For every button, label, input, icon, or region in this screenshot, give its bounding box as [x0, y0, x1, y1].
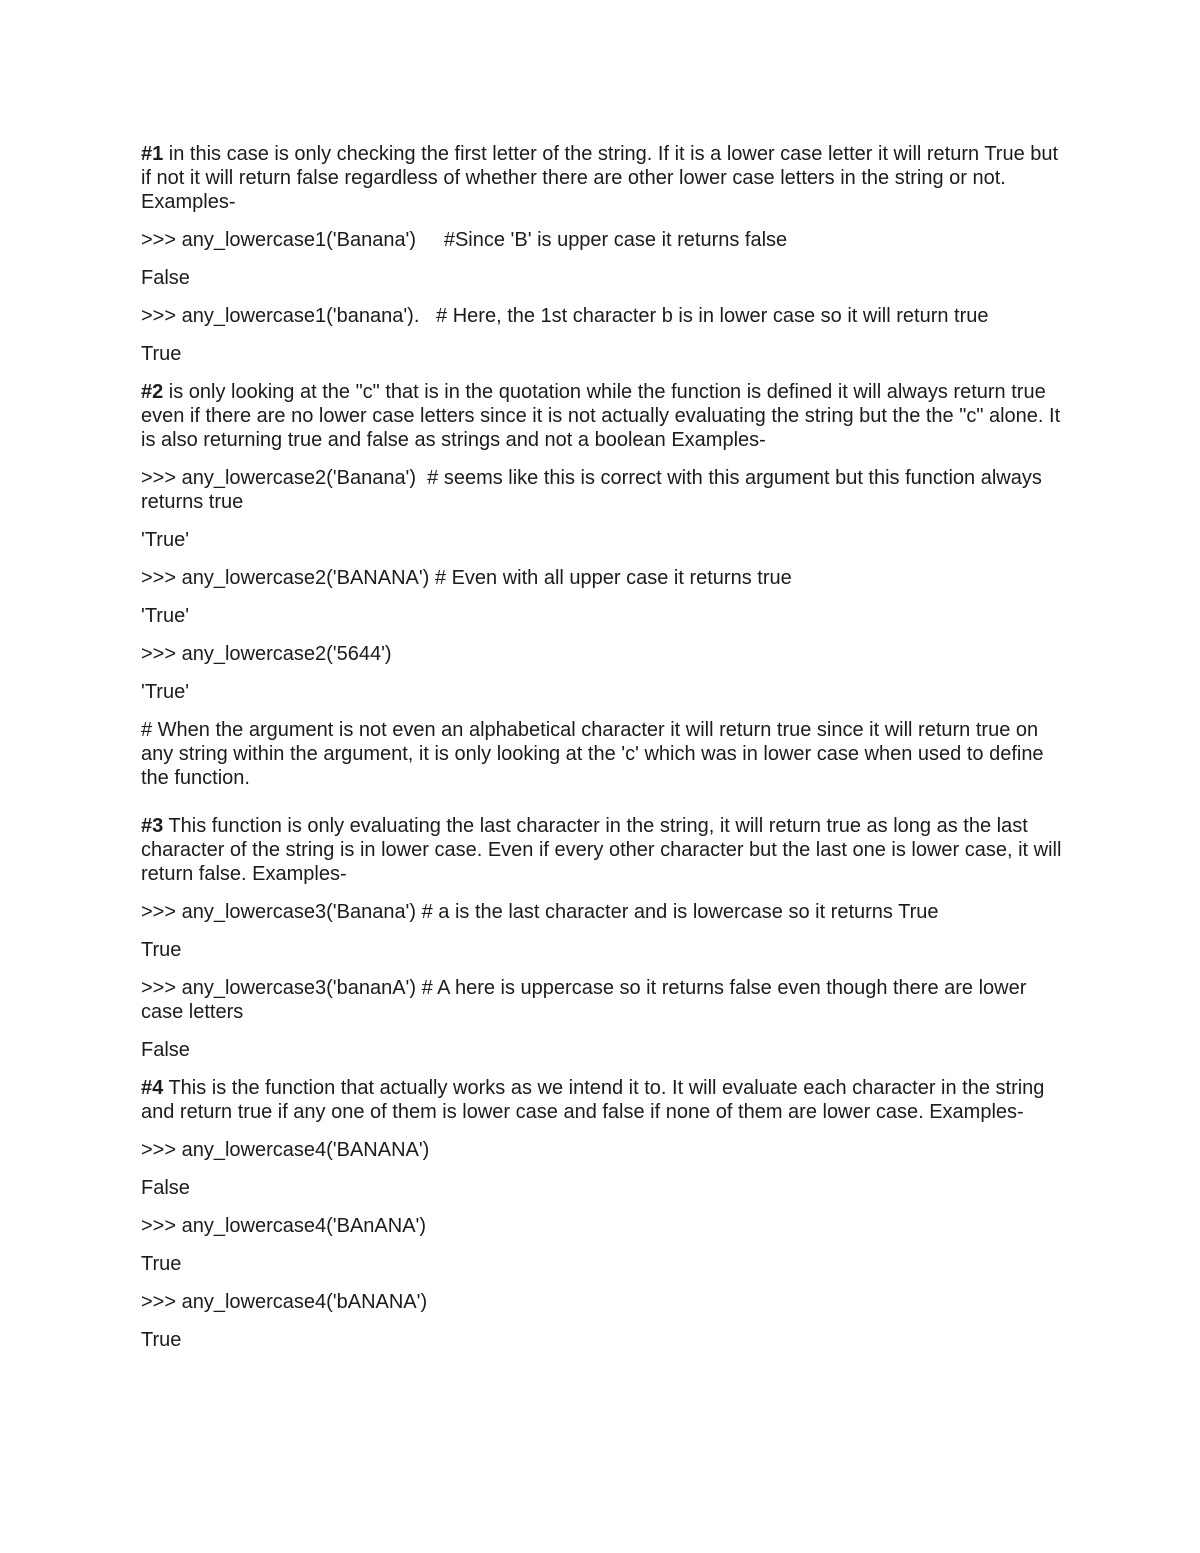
section-1-line: False — [141, 267, 190, 289]
section-1-line: True — [141, 343, 182, 365]
section-1-line: >>> any_lowercase1('Banana') #Since 'B' is upper case it returns false — [141, 229, 788, 251]
section-2-line: 'True' — [141, 529, 190, 551]
section-3-line: >>> any_lowercase3('Banana') # a is the last character and is lowercase so it returns True — [141, 901, 939, 923]
section-2-line: >>> any_lowercase2('Banana') # seems like this is correct with this argument but this function always returns true — [141, 467, 1048, 513]
section-1-intro — [141, 142, 1071, 214]
section-1-number: #1 — [141, 143, 164, 165]
section-4-line: >>> any_lowercase4('bANANA') — [141, 1291, 428, 1313]
section-3-line: >>> any_lowercase3('bananA') # A here is uppercase so it returns false even though there are lower case letters — [141, 977, 1032, 1023]
section-4-line: True — [141, 1329, 182, 1351]
section-4-line: False — [141, 1177, 190, 1199]
section-3-number: #3 — [141, 815, 164, 837]
document-body — [141, 142, 1071, 1366]
section-3-text: This function is only evaluating the last character in the string, it will return true as long as the last character of the string is in lower case. Even if every other character but the last one is lower case, it will return false. Examples- — [141, 815, 1067, 885]
section-2-text: is only looking at the "c" that is in the quotation while the function is defined it will always return true even if there are no lower case letters since it is not actually evaluating the string but the the "c" alone. It is also returning true and false as strings and not a boolean Examples- — [141, 381, 1066, 451]
section-2-line: 'True' — [141, 605, 190, 627]
section-3-line: True — [141, 939, 182, 961]
section-4-number: #4 — [141, 1077, 164, 1099]
section-1-text: in this case is only checking the first letter of the string. If it is a lower case letter it will return True but if not it will return false regardless of whether there are other lower case letters in the string or not. Examples- — [141, 143, 1064, 213]
section-4-line: True — [141, 1253, 182, 1275]
section-2-line: >>> any_lowercase2('BANANA') # Even with all upper case it returns true — [141, 567, 792, 589]
section-3-line: False — [141, 1039, 190, 1061]
section-2-line: >>> any_lowercase2('5644') — [141, 643, 392, 665]
section-2-number: #2 — [141, 381, 164, 403]
section-1-line: >>> any_lowercase1('banana'). # Here, the 1st character b is in lower case so it will return true — [141, 305, 989, 327]
section-4-text: This is the function that actually works as we intend it to. It will evaluate each character in the string and return true if any one of them is lower case and false if none of them are lower case. Examples- — [141, 1077, 1050, 1123]
section-3-intro — [141, 814, 1071, 886]
section-4-line: >>> any_lowercase4('BAnANA') — [141, 1215, 427, 1237]
section-2-intro — [141, 380, 1071, 452]
section-2-line: 'True' — [141, 681, 190, 703]
section-2-comment: # When the argument is not even an alphabetical character it will return true since it will return true on any string within the argument, it is only looking at the 'c' which was in lower case when used to define the function. — [141, 719, 1050, 789]
section-4-intro — [141, 1076, 1071, 1124]
section-4-line: >>> any_lowercase4('BANANA') — [141, 1139, 430, 1161]
